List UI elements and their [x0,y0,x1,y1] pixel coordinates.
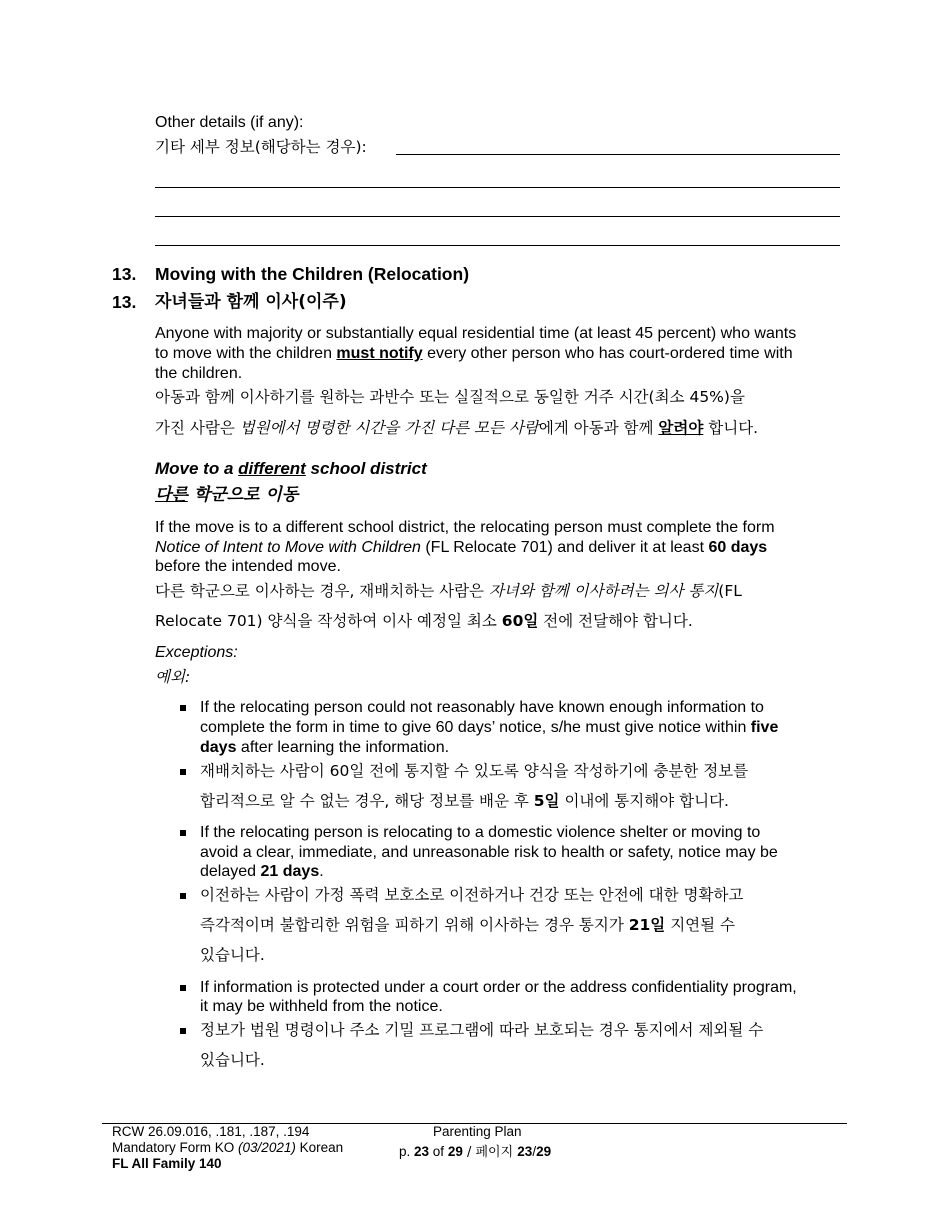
exception-1-ko-line-1: 재배치하는 사람이 60일 전에 통지할 수 있도록 양식을 작성하기에 충분한 정보를 [200,762,749,780]
bullet-icon [180,1028,186,1034]
bullet-icon [180,893,186,899]
exceptions-label-ko: 예외: [155,668,191,686]
school-body-ko-line-1: 다른 학군으로 이사하는 경우, 재배치하는 사람은 자녀와 함께 이사하려는 의사 통지(FL [155,582,742,600]
exception-3-ko-line-1: 정보가 법원 명령이나 주소 기밀 프로그램에 따라 보호되는 경우 통지에서 제외될 수 [200,1021,764,1039]
other-details-input-line-4[interactable] [155,245,840,246]
intro-en-line-3: the children. [155,365,243,382]
exception-1-ko-line-2: 합리적으로 알 수 없는 경우, 해당 정보를 배운 후 5일 이내에 통지해야 합니다. [200,792,729,810]
other-details-input-line-3[interactable] [155,216,840,217]
section-title-ko: 자녀들과 함께 이사(이주) [155,292,347,312]
footer-page-number: p. 23 of 29 / 페이지 23/29 [399,1144,552,1160]
exception-2-ko-line-3: 있습니다. [200,946,265,964]
other-details-label-en: Other details (if any): [155,114,304,131]
school-body-ko-line-2: Relocate 701) 양식을 작성하여 이사 예정일 최소 60일 전에 전달해야 합니다. [155,612,693,630]
exception-1-en-line-3: days after learning the information. [200,739,450,756]
exception-2-en-line-1: If the relocating person is relocating to a domestic violence shelter or moving to [200,824,761,841]
bullet-icon [180,985,186,991]
bullet-icon [180,769,186,775]
section-title-en: Moving with the Children (Relocation) [155,264,470,284]
exception-2-en-line-2: avoid a clear, immediate, and unreasonable risk to health or safety, notice may be [200,844,778,861]
intro-ko-line-1: 아동과 함께 이사하기를 원하는 과반수 또는 실질적으로 동일한 거주 시간(최소 45%)을 [155,388,745,406]
bullet-icon [180,705,186,711]
intro-en-line-2: to move with the children must notify every other person who has court-ordered time with [155,345,793,362]
footer-rcw: RCW 26.09.016, .181, .187, .194 [112,1124,310,1139]
other-details-input-line-1[interactable] [396,154,840,155]
school-body-en-line-3: before the intended move. [155,558,341,575]
school-body-en-line-2: Notice of Intent to Move with Children (FL Relocate 701) and deliver it at least 60 days [155,539,768,556]
exception-2-ko-line-1: 이전하는 사람이 가정 폭력 보호소로 이전하거나 건강 또는 안전에 대한 명확하고 [200,886,744,904]
exceptions-label-en: Exceptions: [155,644,238,661]
footer-mandatory-form: Mandatory Form KO (03/2021) Korean [112,1140,344,1155]
school-heading-en: Move to a different school district [155,459,427,478]
other-details-label-ko: 기타 세부 정보(해당하는 경우): [155,138,367,156]
footer-doc-title: Parenting Plan [433,1124,522,1139]
section-number-ko: 13. [112,292,137,312]
section-number-en: 13. [112,264,137,284]
other-details-input-line-2[interactable] [155,187,840,188]
exception-1-en-line-1: If the relocating person could not reasonably have known enough information to [200,699,764,716]
bullet-icon [180,830,186,836]
exception-3-ko-line-2: 있습니다. [200,1051,265,1069]
intro-en-line-1: Anyone with majority or substantially equal residential time (at least 45 percent) who wants [155,325,797,342]
exception-3-en-line-1: If information is protected under a court order or the address confidentiality program, [200,979,797,996]
exception-1-en-line-2: complete the form in time to give 60 days’ notice, s/he must give notice within five [200,719,779,736]
intro-ko-line-2: 가진 사람은 법원에서 명령한 시간을 가진 다른 모든 사람에게 아동과 함께 알려야 합니다. [155,419,759,437]
exception-3-en-line-2: it may be withheld from the notice. [200,998,443,1015]
school-body-en-line-1: If the move is to a different school district, the relocating person must complete the form [155,519,775,536]
exception-2-en-line-3: delayed 21 days. [200,863,324,880]
exception-2-ko-line-2: 즉각적이며 불합리한 위험을 피하기 위해 이사하는 경우 통지가 21일 지연될 수 [200,916,736,934]
school-heading-ko: 다른 학군으로 이동 [155,485,299,505]
footer-form-id: FL All Family 140 [112,1156,222,1171]
